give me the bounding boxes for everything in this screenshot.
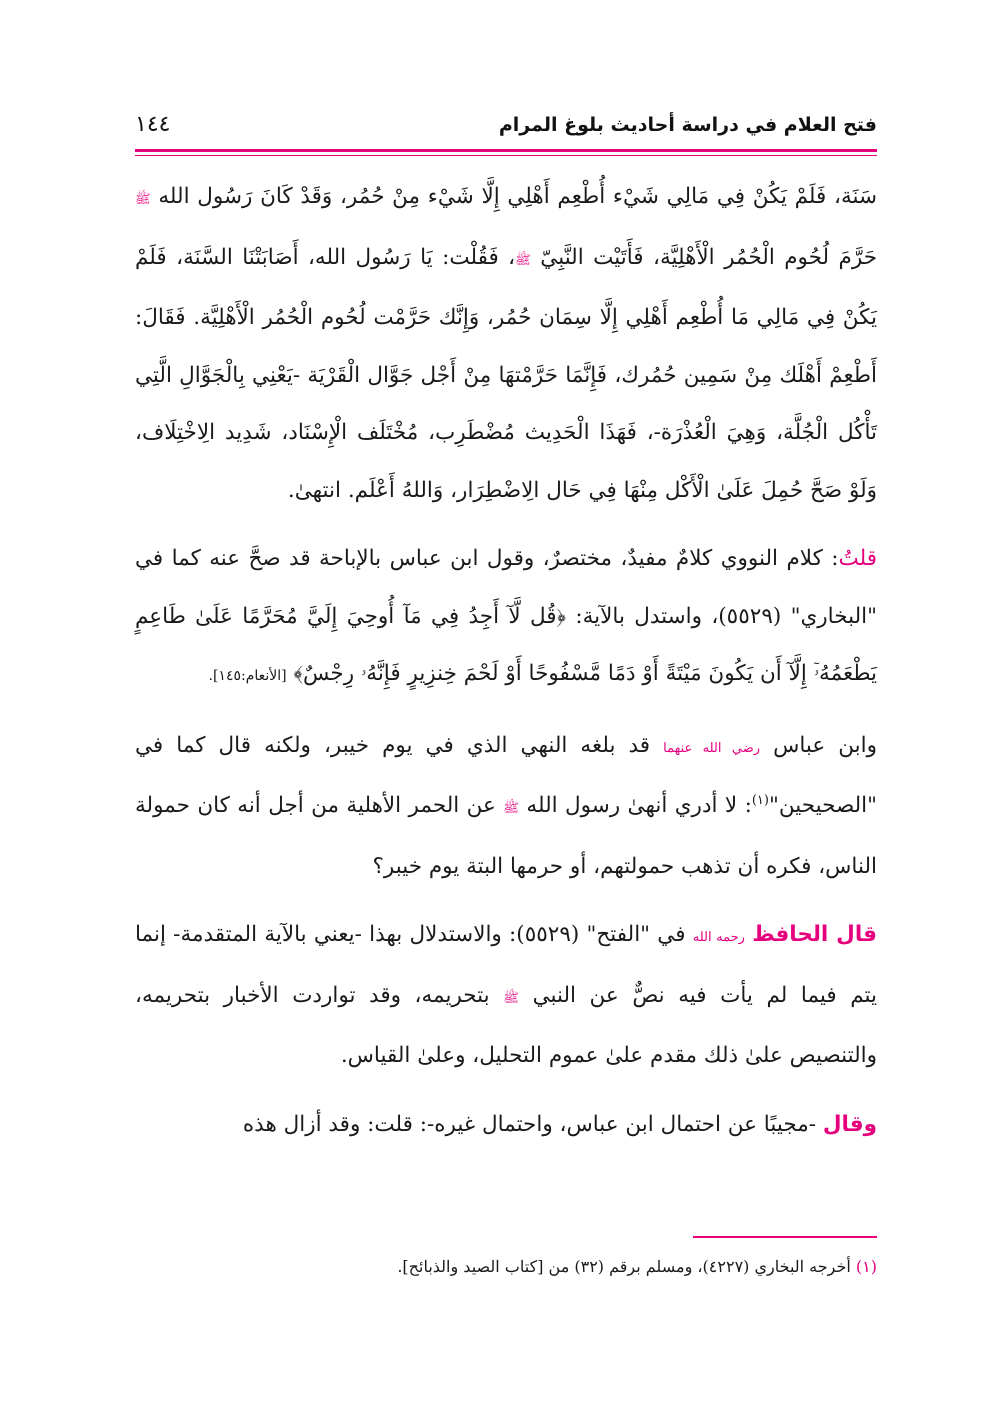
verse-reference: [الأنعام:١٤٥].: [208, 668, 287, 684]
paragraph-ibn-abbas: [135, 717, 877, 896]
p1-text-b: حَرَّمَ لُحُوم الْحُمُر الْأَهْلِيَّة، فَأَتَيْت النَّبِيّ: [540, 244, 877, 270]
p3-text-a: وابن عباس: [773, 732, 877, 758]
paragraph-quote-continuation: [135, 168, 877, 519]
paragraph-qultu: [135, 530, 877, 706]
p2-text-a: : كلام النووي كلامٌ مفيدٌ، مختصرٌ، وقول ابن عباس بالإباحة قد صحَّ عنه كما في "البخاري" (٥٥٢٩)، واستدل بالآية:: [135, 546, 878, 629]
header-rule-thick: [135, 149, 877, 152]
footnote: [135, 1254, 877, 1280]
p3-text-d: عن الحمر الأهلية من أجل أنه كان حمولة الناس، فكره أن تذهب حمولتهم، أو حرمها البتة يوم خيبر؟: [135, 793, 877, 879]
running-header: [135, 112, 877, 146]
radiallahu-icon: رضي الله عنهما: [663, 740, 761, 756]
salutation-icon: ﷺ: [503, 801, 519, 816]
salutation-icon: ﷺ: [503, 990, 519, 1006]
footnote-number: (١): [855, 1257, 877, 1276]
footnote-rule: [693, 1236, 877, 1238]
paragraph-hafiz: [135, 906, 877, 1085]
header-title: فتح العلام في دراسة أحاديث بلوغ المرام: [498, 114, 877, 136]
footnote-marker: (١): [751, 792, 769, 808]
p5-text-a: -مجيبًا عن احتمال ابن عباس، واحتمال غيره-: قلت: وقد أزال هذه: [242, 1111, 816, 1137]
page-number: ١٤٤: [135, 112, 171, 137]
header-rule-thin: [135, 155, 877, 156]
paragraph-wa-qala: [135, 1096, 877, 1154]
p4-text-b: بتحريمه، وقد تواردت الأخبار بتحريمه، والتنصيص علىٰ ذلك مقدم علىٰ عموم التحليل، وعلىٰ القياس.: [135, 982, 877, 1068]
p4-text-a: في "الفتح" (٥٥٢٩): والاستدلال بهذا -يعني بالآية المتقدمة- إنما يتم فيما لم يأت فيه نصٌّ عن النبي: [135, 922, 878, 1008]
quran-verse: ﴿قُل لَّآ أَجِدُ فِي مَآ أُوحِيَ إِلَيَّ مُحَرَّمًا عَلَىٰ طَاعِمٍ يَطْعَمُهُۥٓ إِلَّآ أَن يَكُونَ مَيْتَةً أَوْ دَمًا مَّسْفُوحًا أَوْ لَحْمَ خِنزِيرٍ فَإِنَّهُۥ رِجْسٌ﴾: [135, 603, 877, 686]
salutation-icon: ﷺ: [515, 252, 531, 268]
qultu-lead: قلتُ: [838, 546, 877, 571]
salutation-icon: ﷺ: [135, 192, 151, 207]
rahimahullah-icon: رحمه الله: [692, 930, 745, 945]
footnote-text: أخرجه البخاري (٤٢٢٧)، ومسلم برقم (٣٢) من [كتاب الصيد والذبائح].: [397, 1257, 851, 1276]
hafiz-lead: قال الحافظ: [752, 922, 877, 947]
main-text: [135, 168, 877, 1153]
p1-text-c: ، فَقُلْت: يَا رَسُول الله، أَصَابَتْنَا السَّنَة، فَلَمْ يَكُنْ فِي مَالِي مَا أُطْعِم أَهْلِي إِلَّا سِمَان حُمُر، وَإِنَّك حَرَّمْت لُحُوم الْحُمُر الْأَهْلِيَّة. فَقَالَ: أَطْعِمْ أَهْلَك مِنْ سَمِين حُمُرك، فَإِنَّمَا حَرَّمْتهَا مِنْ أَجْل جَوَّال الْقَرْيَة -يَعْنِي بِالْجَوَّالِ الَّتِي تَأْكُل الْجُلَّة، وَهِيَ الْعُذْرَة-، فَهَذَا الْحَدِيث مُضْطَرِب، مُخْتَلَف الْإِسْنَاد، شَدِيد الِاخْتِلَاف، وَلَوْ صَحَّ حُمِلَ عَلَىٰ الْأَكْل مِنْهَا فِي حَال الِاضْطِرَار، وَاللهُ أَعْلَم. انتهىٰ.: [135, 244, 877, 503]
p3-text-b: قد بلغه النهي الذي في يوم خيبر، ولكنه قال كما في "الصحيحين": [135, 732, 877, 818]
p3-text-c: : لا أدري أنهىٰ رسول الله: [526, 793, 752, 818]
waqala-lead: وقال: [822, 1111, 877, 1137]
p1-text-a: سَنَة، فَلَمْ يَكُنْ فِي مَالِي شَيْء أُطْعِم أَهْلِي إِلَّا شَيْء مِنْ حُمُر، وَقَدْ كَانَ رَسُول الله: [158, 184, 877, 209]
